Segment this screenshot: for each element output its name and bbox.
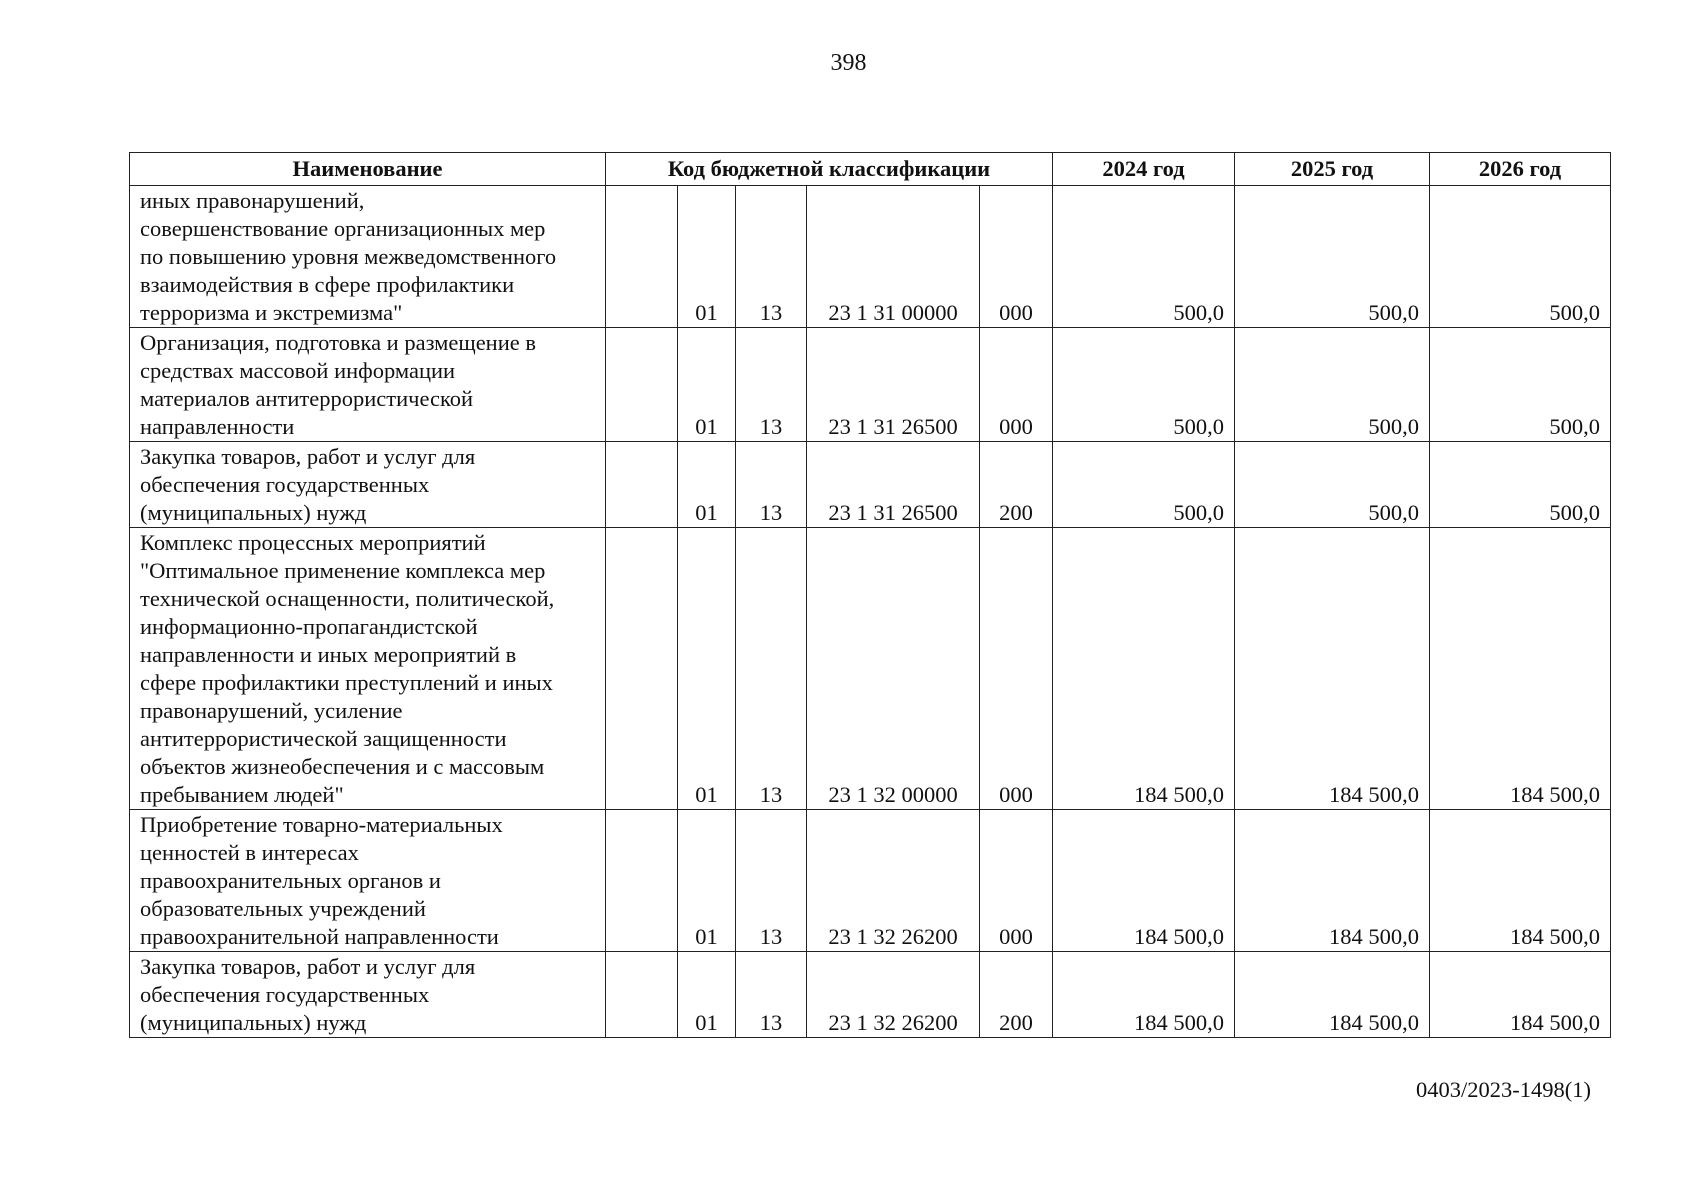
header-name: Наименование	[130, 153, 606, 186]
row-section-code: 01	[678, 186, 736, 328]
row-amount-2026: 500,0	[1430, 186, 1611, 328]
table-row	[130, 186, 1611, 328]
document-id: 0403/2023-1498(1)	[1416, 1077, 1591, 1102]
table-header-row	[130, 153, 1611, 186]
row-name: Организация, подготовка и размещение в средствах массовой информации материалов антитеррористической направленности	[130, 328, 606, 442]
row-expense-type: 000	[980, 810, 1053, 952]
row-name: Закупка товаров, работ и услуг для обеспечения государственных (муниципальных) нужд	[130, 952, 606, 1038]
row-section-code: 01	[678, 328, 736, 442]
row-expense-type: 000	[980, 528, 1053, 810]
table-row	[130, 328, 1611, 442]
table-row	[130, 952, 1611, 1038]
header-2025: 2025 год	[1235, 153, 1430, 186]
row-section-code: 01	[678, 810, 736, 952]
row-amount-2025: 184 500,0	[1235, 952, 1430, 1038]
row-target-article: 23 1 31 00000	[807, 186, 980, 328]
budget-table	[129, 152, 1611, 1038]
row-amount-2026: 500,0	[1430, 328, 1611, 442]
row-amount-2026: 184 500,0	[1430, 810, 1611, 952]
header-budget-code: Код бюджетной классификации	[606, 153, 1053, 186]
table-row	[130, 528, 1611, 810]
row-expense-type: 200	[980, 952, 1053, 1038]
row-target-article: 23 1 32 26200	[807, 810, 980, 952]
table-body	[130, 186, 1611, 1038]
row-section-code: 01	[678, 442, 736, 528]
row-amount-2026: 500,0	[1430, 442, 1611, 528]
row-expense-type: 200	[980, 442, 1053, 528]
row-amount-2024: 500,0	[1053, 328, 1235, 442]
page-number: 398	[830, 50, 867, 76]
row-amount-2025: 500,0	[1235, 328, 1430, 442]
row-amount-2024: 184 500,0	[1053, 952, 1235, 1038]
row-name: Приобретение товарно-материальных ценностей в интересах правоохранительных органов и образовательных учреждений правоохранительной направленности	[130, 810, 606, 952]
row-expense-type: 000	[980, 328, 1053, 442]
row-target-article: 23 1 31 26500	[807, 442, 980, 528]
row-amount-2025: 184 500,0	[1235, 528, 1430, 810]
row-amount-2024: 184 500,0	[1053, 810, 1235, 952]
header-2026: 2026 год	[1430, 153, 1611, 186]
row-amount-2024: 500,0	[1053, 442, 1235, 528]
row-section-code: 01	[678, 952, 736, 1038]
row-section-code: 01	[678, 528, 736, 810]
row-expense-type: 000	[980, 186, 1053, 328]
row-subsection-code: 13	[736, 952, 807, 1038]
row-target-article: 23 1 32 26200	[807, 952, 980, 1038]
row-target-article: 23 1 31 26500	[807, 328, 980, 442]
row-subsection-code: 13	[736, 186, 807, 328]
row-name: иных правонарушений, совершенствование организационных мер по повышению уровня межведомственного взаимодействия в сфере профилактики терроризма и экстремизма"	[130, 186, 606, 328]
row-amount-2026: 184 500,0	[1430, 528, 1611, 810]
row-amount-2025: 184 500,0	[1235, 810, 1430, 952]
header-2024: 2024 год	[1053, 153, 1235, 186]
row-amount-2024: 500,0	[1053, 186, 1235, 328]
table-row	[130, 810, 1611, 952]
table-row	[130, 442, 1611, 528]
row-amount-2024: 184 500,0	[1053, 528, 1235, 810]
row-name: Закупка товаров, работ и услуг для обеспечения государственных (муниципальных) нужд	[130, 442, 606, 528]
row-subsection-code: 13	[736, 328, 807, 442]
row-amount-2026: 184 500,0	[1430, 952, 1611, 1038]
row-subsection-code: 13	[736, 442, 807, 528]
row-subsection-code: 13	[736, 528, 807, 810]
row-name: Комплекс процессных мероприятий "Оптимальное применение комплекса мер технической оснащенности, политической, информационно-пропагандистской направленности и иных мероприятий в сфере профилактики преступлений и иных правонарушений, усиление антитеррористической защищенности объектов жизнеобеспечения и с массовым пребыванием людей"	[130, 528, 606, 810]
row-target-article: 23 1 32 00000	[807, 528, 980, 810]
row-subsection-code: 13	[736, 810, 807, 952]
row-amount-2025: 500,0	[1235, 186, 1430, 328]
row-amount-2025: 500,0	[1235, 442, 1430, 528]
